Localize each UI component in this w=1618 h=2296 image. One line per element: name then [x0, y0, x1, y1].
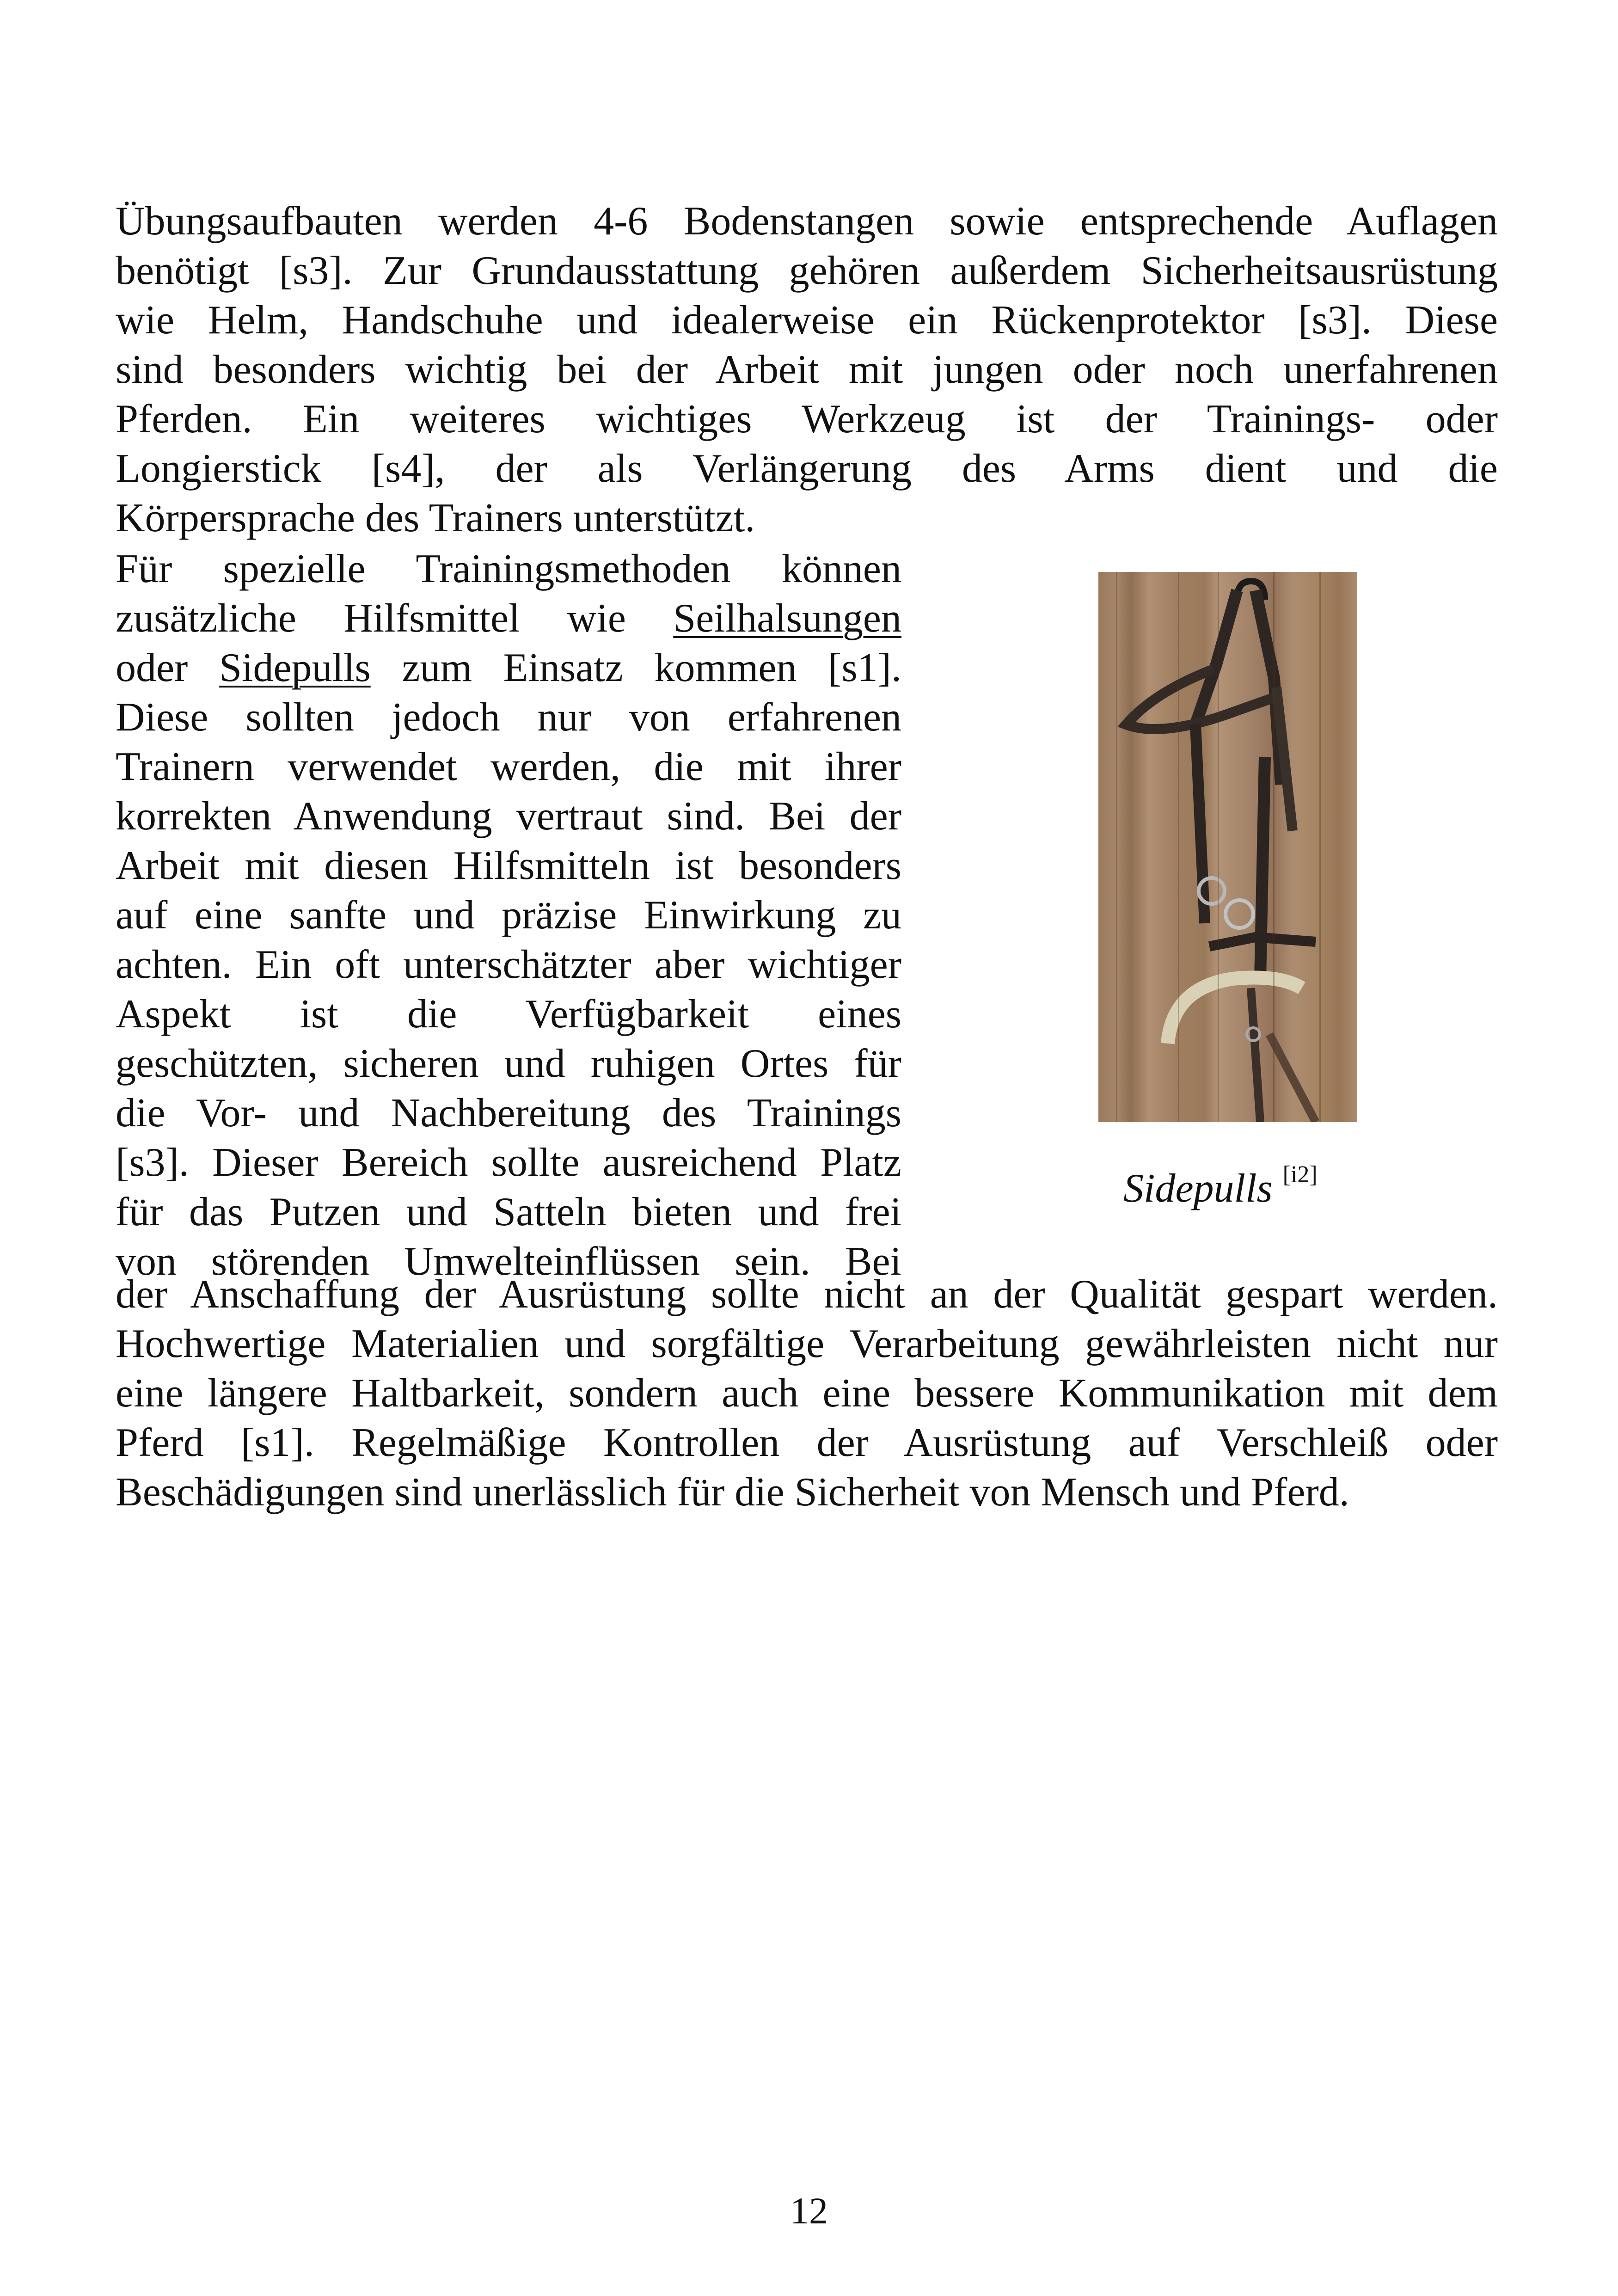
text-segment: zusätzliche Hilfsmittel wie — [116, 596, 674, 641]
sidepull-photo — [1098, 572, 1357, 1122]
paragraph-intro — [116, 196, 1498, 543]
text-line: Pferd [s1]. Regelmäßige Kontrollen der Ausrüstung auf Verschleiß oder — [116, 1420, 1498, 1465]
text-line — [116, 643, 901, 693]
text-line: Beschädigungen sind unerlässlich für die Sicherheit von Mensch und Pferd. — [116, 1470, 1349, 1515]
text-line: Diese sollten jedoch nur von erfahrenen — [116, 695, 901, 740]
text-segment: oder — [116, 645, 220, 690]
figure-caption — [1123, 1161, 1318, 1212]
text-line: korrekten Anwendung vertraut sind. Bei der — [116, 794, 901, 839]
caption-text: Sidepulls — [1123, 1166, 1273, 1211]
text-line: auf eine sanfte und präzise Einwirkung zu — [116, 893, 901, 938]
text-line: für das Putzen und Satteln bieten und frei — [116, 1190, 901, 1234]
paragraph-equipment — [116, 544, 901, 1286]
bridle-illustration — [1098, 572, 1357, 1122]
text-line: wie Helm, Handschuhe und idealerweise ein Rückenprotektor [s3]. Diese — [116, 298, 1498, 343]
text-line: Aspekt ist die Verfügbarkeit eines — [116, 992, 901, 1037]
text-line: Für spezielle Trainingsmethoden können — [116, 546, 901, 591]
text-line: Körpersprache des Trainers unterstützt. — [116, 496, 755, 540]
link-sidepulls[interactable]: Sidepulls — [219, 645, 371, 690]
text-line: benötigt [s3]. Zur Grundausstattung gehören außerdem Sicherheitsausrüstung — [116, 248, 1498, 293]
text-line: eine längere Haltbarkeit, sondern auch eine bessere Kommunikation mit dem — [116, 1371, 1498, 1416]
text-segment: zum Einsatz kommen [s1]. — [370, 645, 901, 690]
text-line: geschützten, sicheren und ruhigen Ortes für — [116, 1041, 901, 1086]
text-line: achten. Ein oft unterschätzter aber wichtiger — [116, 942, 901, 987]
text-line: der Anschaffung der Ausrüstung sollte nicht an der Qualität gespart werden. — [116, 1272, 1498, 1317]
text-line: Hochwertige Materialien und sorgfältige Verarbeitung gewährleisten nicht nur — [116, 1321, 1498, 1366]
text-line: Trainern verwendet werden, die mit ihrer — [116, 744, 901, 789]
text-line — [116, 594, 901, 643]
paragraph-quality — [116, 1270, 1498, 1517]
text-line: von störenden Umwelteinflüssen sein. Bei — [116, 1239, 901, 1284]
text-line: Longierstick [s4], der als Verlängerung des Arms dient und die — [116, 446, 1498, 491]
text-line: sind besonders wichtig bei der Arbeit mit jungen oder noch unerfahrenen — [116, 347, 1498, 392]
text-line: Pferden. Ein weiteres wichtiges Werkzeug ist der Trainings- oder — [116, 397, 1498, 442]
text-line: Übungsaufbauten werden 4-6 Bodenstangen sowie entsprechende Auflagen — [116, 199, 1498, 244]
text-line: Arbeit mit diesen Hilfsmitteln ist besonders — [116, 843, 901, 888]
page-number: 12 — [790, 2190, 828, 2232]
text-line: die Vor- und Nachbereitung des Trainings — [116, 1091, 901, 1136]
text-line: [s3]. Dieser Bereich sollte ausreichend Platz — [116, 1140, 901, 1185]
caption-reference: [i2] — [1282, 1161, 1318, 1188]
link-seilhalsungen[interactable]: Seilhalsungen — [673, 596, 901, 641]
